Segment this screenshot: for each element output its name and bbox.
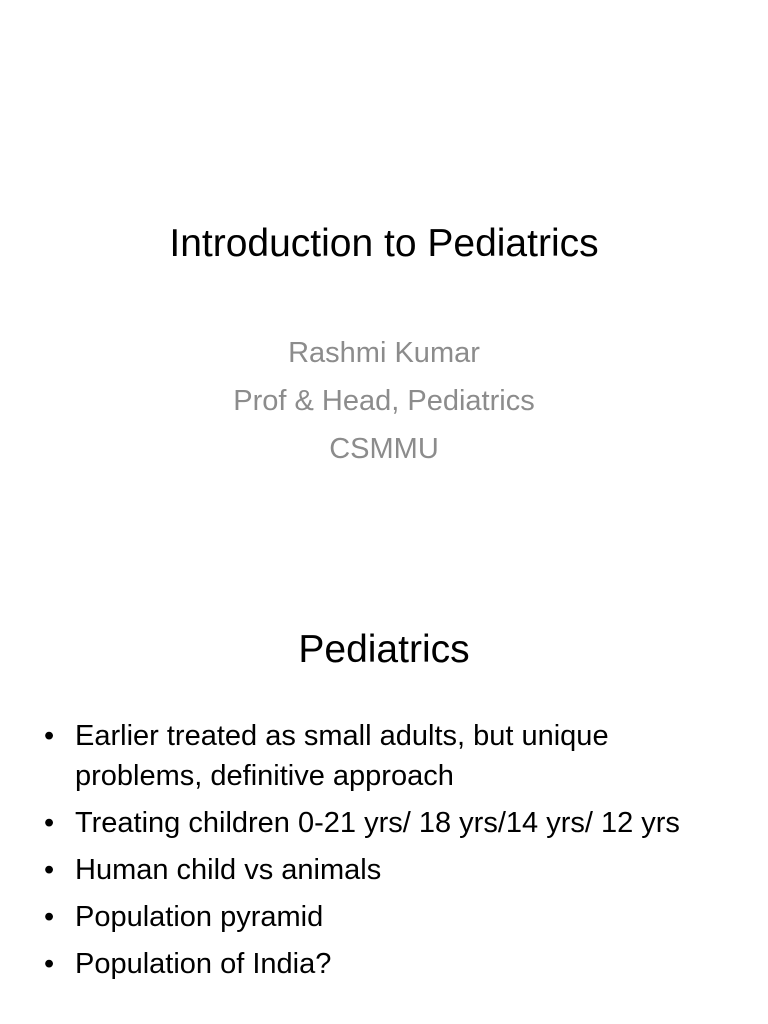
slide-title: Introduction to Pediatrics [169,222,599,265]
bullet-item [44,897,704,937]
bullet-item [44,944,704,984]
bullet-item [44,850,704,890]
content-slide [0,576,768,1024]
slide-title: Pediatrics [298,628,470,671]
bullet-item [44,716,704,796]
author-institution: CSMMU [329,433,439,465]
bullet-icon: • [44,901,55,933]
bullet-text: Population pyramid [75,901,324,933]
bullet-text: Population of India? [75,948,332,980]
bullet-text: Earlier treated as small adults, but unique problems, definitive approach [75,720,609,792]
author-name: Rashmi Kumar [288,337,480,369]
bullet-text: Treating children 0-21 yrs/ 18 yrs/14 yrs/ 12 yrs [75,807,680,839]
author-position: Prof & Head, Pediatrics [233,385,535,417]
bullet-icon: • [44,948,55,980]
bullet-icon: • [44,720,55,752]
slide-subtitle [0,333,768,477]
bullet-list [44,716,704,991]
bullet-text: Human child vs animals [75,854,382,886]
bullet-icon: • [44,807,55,839]
bullet-item [44,803,704,843]
bullet-icon: • [44,854,55,886]
